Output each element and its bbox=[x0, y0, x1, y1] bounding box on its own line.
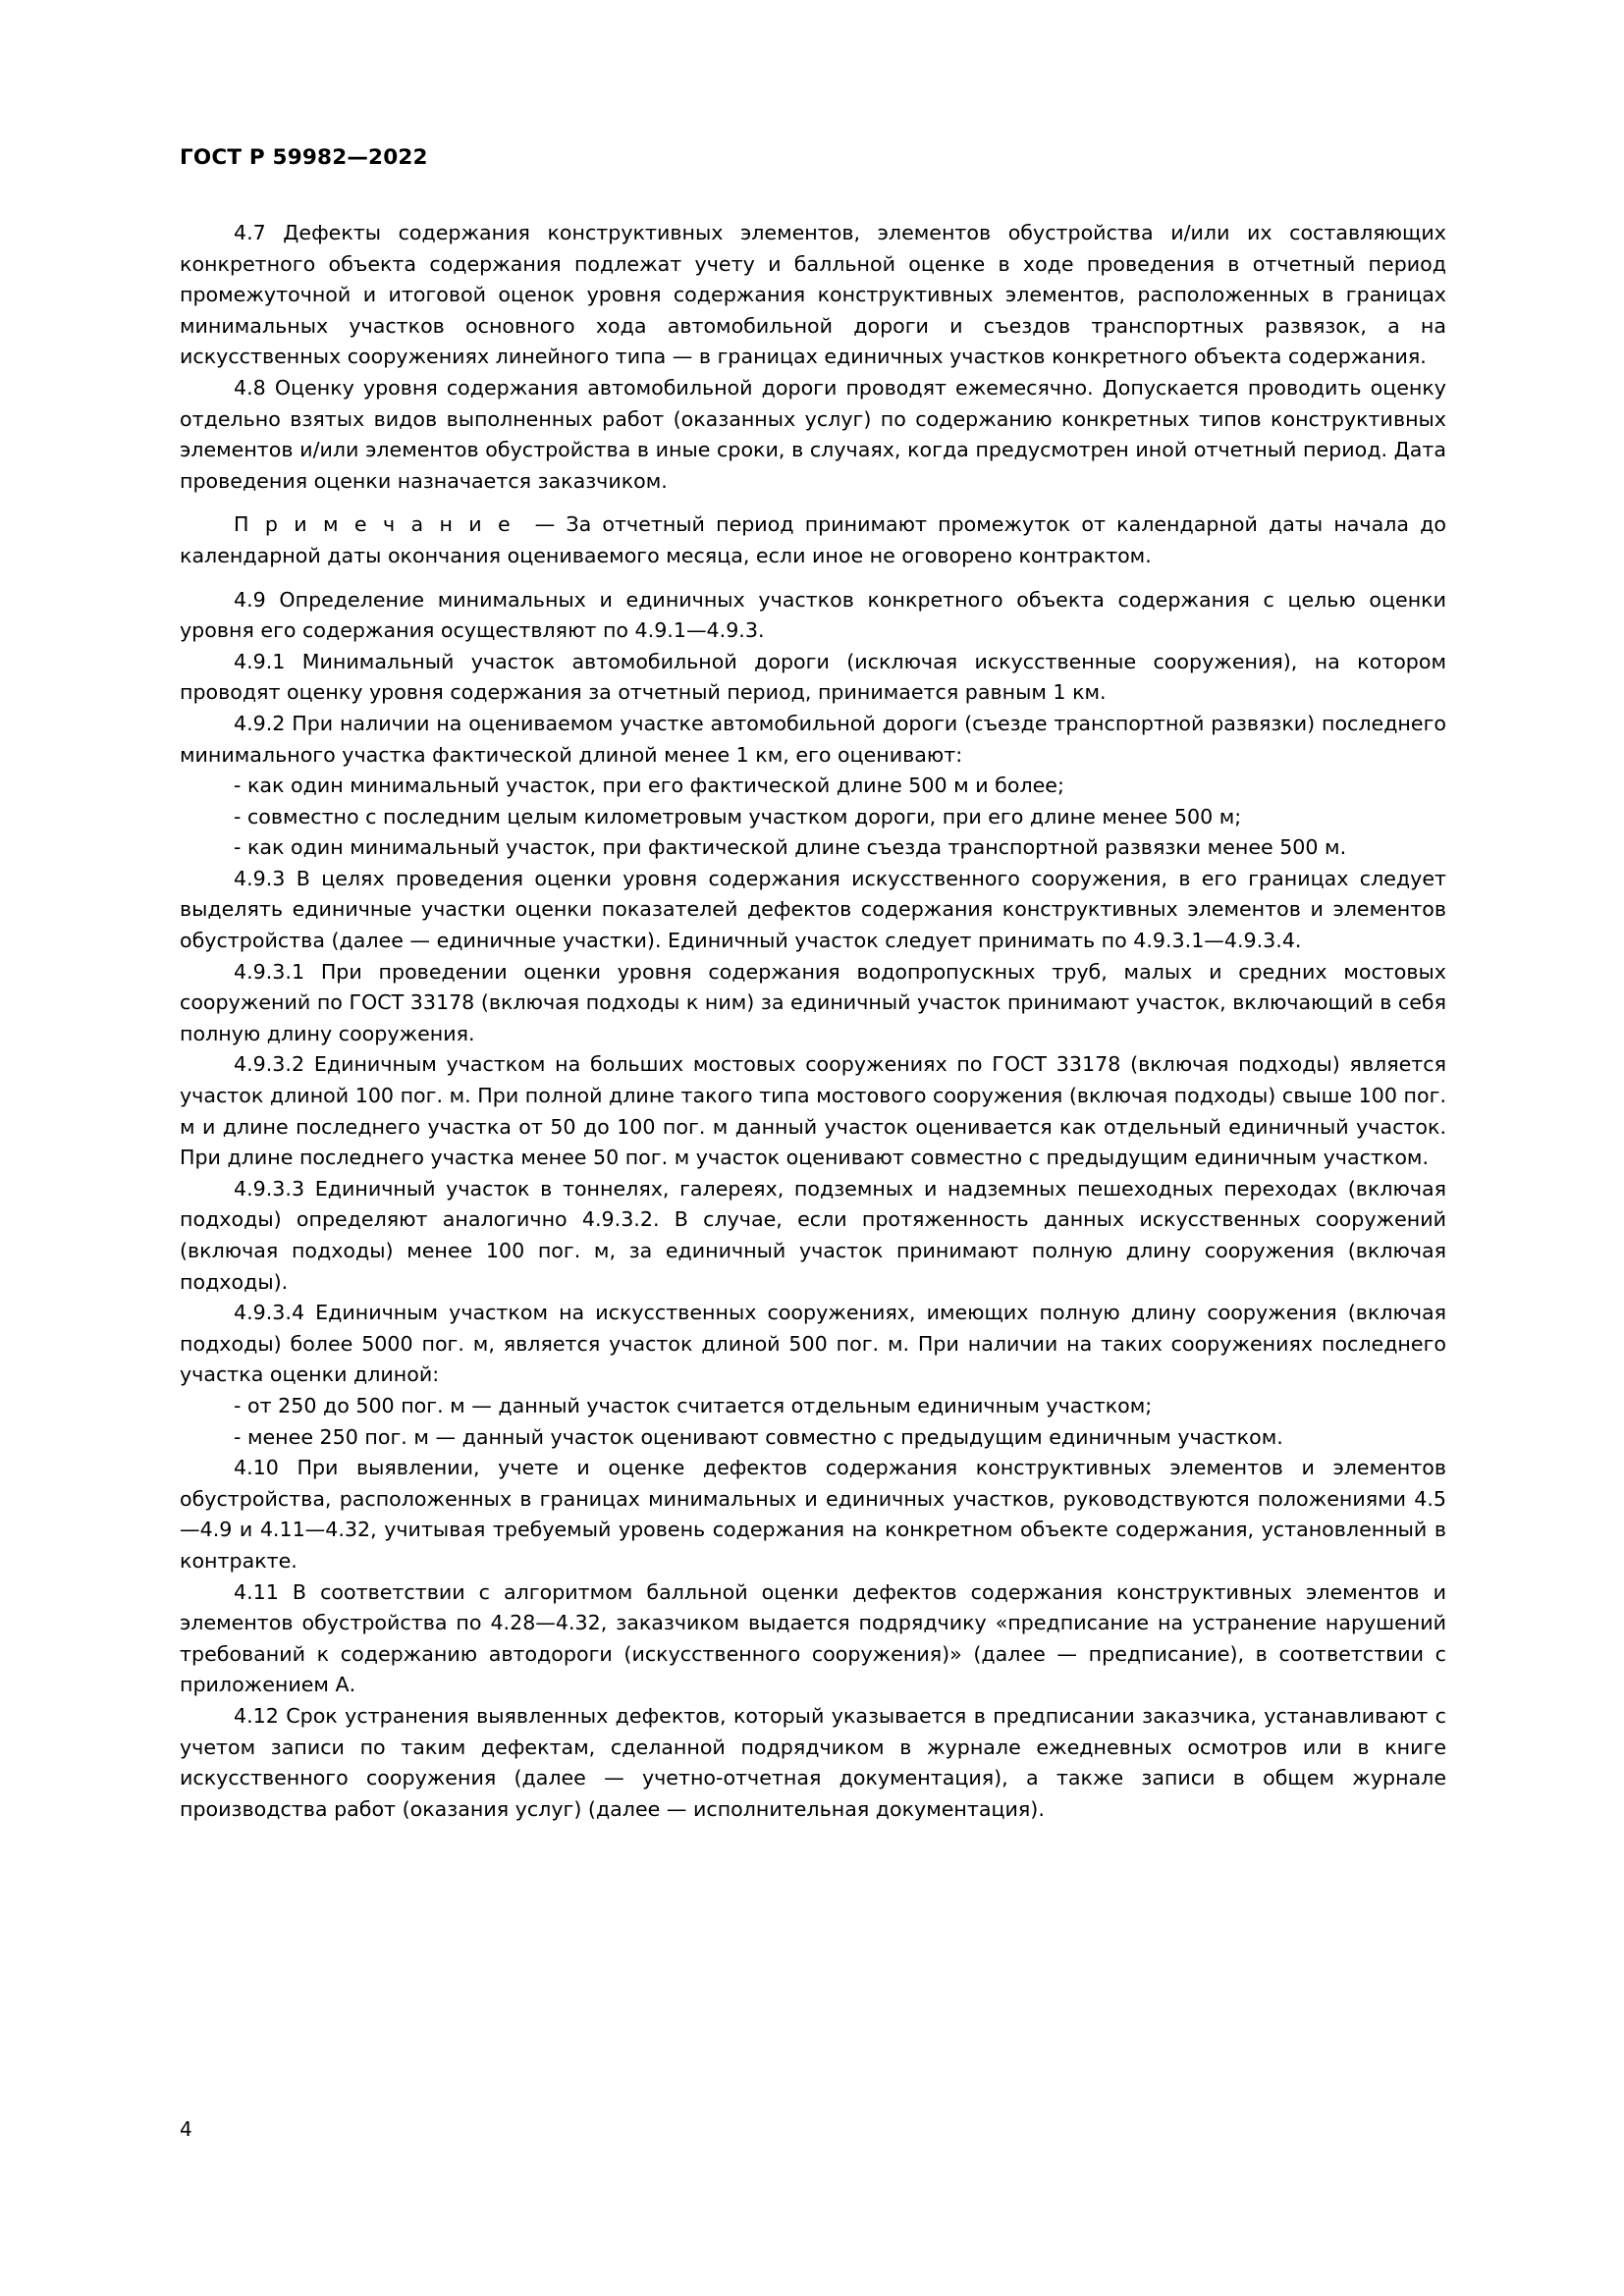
paragraph-4-9-3-4: 4.9.3.4 Единичным участком на искусственных сооружениях, имеющих полную длину сооружения (включая подходы) более 5000 пог. м, является участок длиной 500 пог. м. При наличии на таких сооружениях последнего участка оценки длиной: bbox=[180, 1301, 1446, 1387]
paragraph-4-9-3-1: 4.9.3.1 При проведении оценки уровня содержания водопропускных труб, малых и средних мостовых сооружений по ГОСТ 33178 (включая подходы к ним) за единичный участок принимают участок, включающий в себя полную длину сооружения. bbox=[180, 959, 1446, 1045]
note-text: — За отчетный период принимают промежуток от календарной даты начала до календарной даты окончания оцениваемого месяца, если иное не оговорено контрактом. bbox=[180, 512, 1446, 567]
paragraph-4-9-3-2: 4.9.3.2 Единичным участком на больших мостовых сооружениях по ГОСТ 33178 (включая подходы) является участок длиной 100 пог. м. При полной длине такого типа мостового сооружения (включая подходы) свыше 100 пог. м и длине последнего участка от 50 до 100 пог. м данный участок оценивается как отдельный единичный участок. При длине последнего участка менее 50 пог. м участок оценивают совместно с предыдущим единичным участком. bbox=[180, 1052, 1446, 1170]
page-header: ГОСТ Р 59982—2022 bbox=[180, 145, 428, 170]
paragraph-4-10: 4.10 При выявлении, учете и оценке дефектов содержания конструктивных элементов и элементов обустройства, расположенных в границах минимальных и единичных участков, руководствуются положениями 4.5—4.9 и 4.11—4.32, учитывая требуемый уровень содержания на конкретном объекте содержания, установленный в контракте. bbox=[180, 1456, 1446, 1573]
paragraph-4-9: 4.9 Определение минимальных и единичных участков конкретного объекта содержания с целью оценки уровня его содержания осуществляют по 4.9.1—4.9.3. bbox=[180, 587, 1446, 643]
list-item-4-9-2-c: - как один минимальный участок, при фактической длине съезда транспортной развязки менее 500 м. bbox=[234, 835, 1347, 860]
paragraph-4-9-2: 4.9.2 При наличии на оцениваемом участке автомобильной дороги (съезде транспортной развязки) последнего минимального участка фактической длиной менее 1 км, его оценивают: bbox=[180, 711, 1446, 767]
list-item-4-9-2-b: - совместно с последним целым километровым участком дороги, при его длине менее 500 м; bbox=[234, 804, 1242, 828]
paragraph-4-8: 4.8 Оценку уровня содержания автомобильной дороги проводят ежемесячно. Допускается проводить оценку отдельно взятых видов выполненных работ (оказанных услуг) по содержанию конкретных типов конструктивных элементов и/или элементов обустройства в иные сроки, в случаях, когда предусмотрен иной отчетный период. Дата проведения оценки назначается заказчиком. bbox=[180, 375, 1446, 493]
list-item-4-9-3-4-a: - от 250 до 500 пог. м — данный участок считается отдельным единичным участком; bbox=[234, 1393, 1153, 1417]
paragraph-4-9-3-3: 4.9.3.3 Единичный участок в тоннелях, галереях, подземных и надземных пешеходных переходах (включая подходы) определяют аналогично 4.9.3.2. В случае, если протяженность данных искусственных сооружений (включая подходы) менее 100 пог. м, за единичный участок принимают полную длину сооружения (включая подходы). bbox=[180, 1176, 1446, 1294]
document-body bbox=[180, 218, 1446, 1825]
paragraph-4-9-3: 4.9.3 В целях проведения оценки уровня содержания искусственного сооружения, в его границах следует выделять единичные участки оценки показателей дефектов содержания конструктивных элементов и элементов обустройства (далее — единичные участки). Единичный участок следует принимать по 4.9.3.1—4.9.3.4. bbox=[180, 866, 1446, 953]
list-item-4-9-2-a: - как один минимальный участок, при его фактической длине 500 м и более; bbox=[234, 774, 1064, 798]
paragraph-4-12: 4.12 Срок устранения выявленных дефектов, который указывается в предписании заказчика, устанавливают с учетом записи по таким дефектам, сделанной подрядчиком в журнале ежедневных осмотров или в книге искусственного сооружения (далее — учетно-отчетная документация), а также записи в общем журнале производства работ (оказания услуг) (далее — исполнительная документация). bbox=[180, 1703, 1446, 1821]
paragraph-4-7: 4.7 Дефекты содержания конструктивных элементов, элементов обустройства и/или их составляющих конкретного объекта содержания подлежат учету и балльной оценке в ходе проведения в отчетный период промежуточной и итоговой оценок уровня содержания конструктивных элементов, расположенных в границах минимальных участков основного хода автомобильной дороги и съездов транспортных развязок, а на искусственных сооружениях линейного типа — в границах единичных участков конкретного объекта содержания. bbox=[180, 221, 1446, 369]
paragraph-4-9-1: 4.9.1 Минимальный участок автомобильной дороги (исключая искусственные сооружения), на котором проводят оценку уровня содержания за отчетный период, принимается равным 1 км. bbox=[180, 649, 1446, 705]
page-number: 4 bbox=[180, 2117, 192, 2141]
paragraph-4-11: 4.11 В соответствии с алгоритмом балльной оценки дефектов содержания конструктивных элементов и элементов обустройства по 4.28—4.32, заказчиком выдается подрядчику «предписание на устранение нарушений требований к содержанию автодороги (искусственного сооружения)» (далее — предписание), в соответствии с приложением А. bbox=[180, 1579, 1446, 1697]
note-block bbox=[180, 509, 1446, 571]
note-label: П р и м е ч а н и е bbox=[234, 512, 514, 537]
list-item-4-9-3-4-b: - менее 250 пог. м — данный участок оценивают совместно с предыдущим единичным участком. bbox=[234, 1424, 1283, 1449]
